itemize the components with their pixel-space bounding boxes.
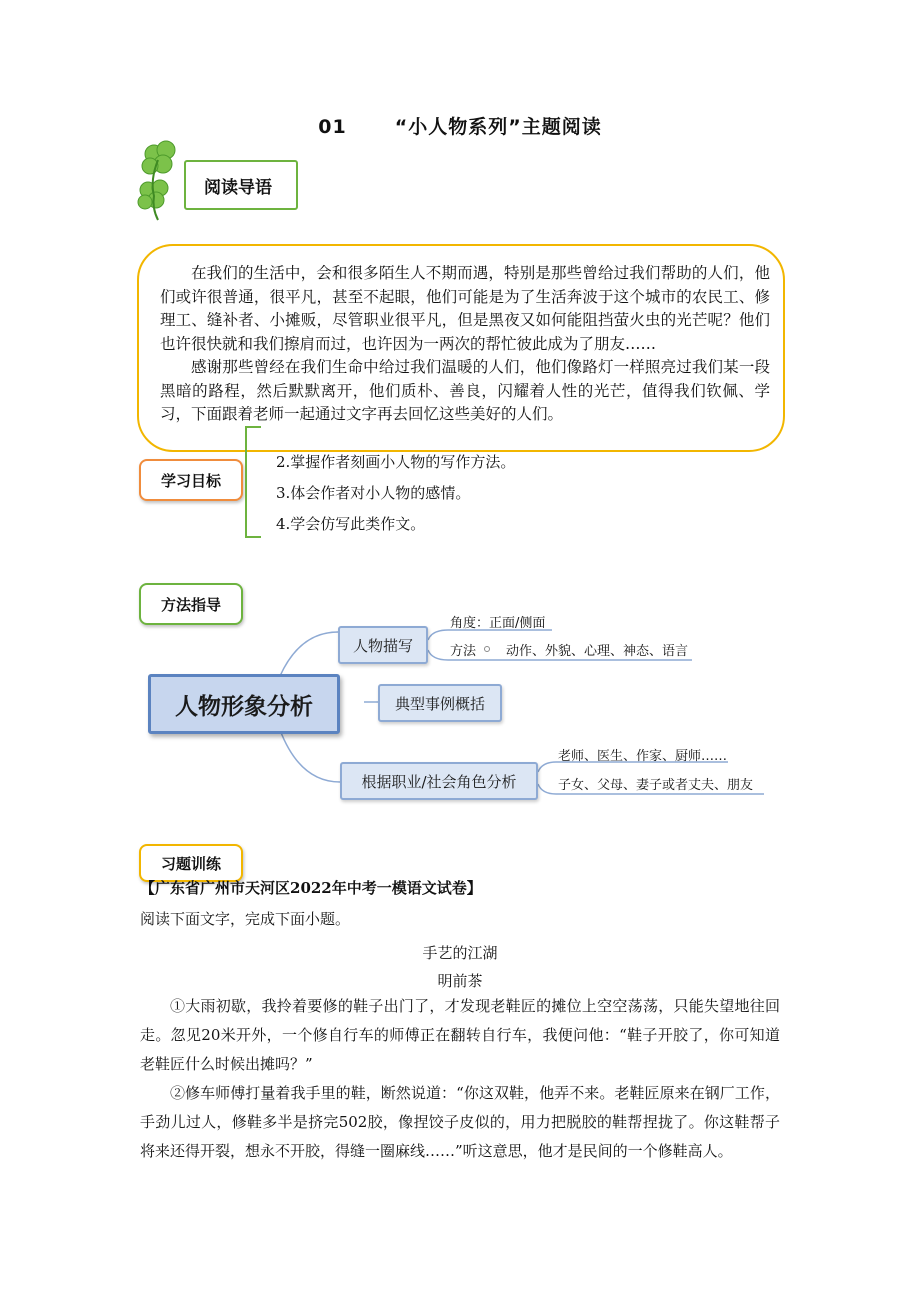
lesson-title: “小人物系列”主题阅读 — [394, 116, 602, 138]
passage-author: 明前茶 — [437, 972, 483, 990]
passage-body — [140, 992, 780, 1166]
exercise-source: 【广东省广州市天河区2022年中考一模语文试卷】 — [140, 879, 482, 897]
passage-paragraph-1: ①大雨初歇，我拎着要修的鞋子出门了，才发现老鞋匠的摊位上空空荡荡，只能失望地往回走。忽见20米开外，一个修自行车的师傅正在翻转自行车，我便问他：“鞋子开胶了，你可知道老鞋匠什么时候出摊吗？” — [140, 997, 780, 1073]
passage-title: 手艺的江湖 — [422, 944, 498, 962]
goal-item: 4.学会仿写此类作文。 — [276, 515, 426, 533]
mindmap-leaf-family-roles: 子女、父母、妻子或者丈夫、朋友 — [558, 778, 754, 793]
bullet-icon — [485, 647, 490, 652]
mindmap-leaf-method: 方法 — [450, 644, 477, 659]
exercise-instruction: 阅读下面文字，完成下面小题。 — [140, 910, 351, 928]
intro-paragraph-1: 在我们的生活中，会和很多陌生人不期而遇，特别是那些曾给过我们帮助的人们，他们或许很普通，很平凡，甚至不起眼，他们可能是为了生活奔波于这个城市的农民工、修理工、缝补者、小摊贩，尽管职业很平凡，但是黑夜又如何能阻挡萤火虫的光芒呢？他们也许很快就和我们擦肩而过，也许因为一两次的帮忙彼此成为了朋友…… — [160, 264, 770, 353]
mindmap-node-character-description: 人物描写 — [338, 626, 428, 664]
goal-item: 3.体会作者对小人物的感情。 — [276, 484, 471, 502]
passage-paragraph-2: ②修车师傅打量着我手里的鞋，断然说道：“你这双鞋，他弄不来。老鞋匠原来在钢厂工作，手劲儿过人，修鞋多半是挤完502胶，像捏饺子皮似的，用力把脱胶的鞋帮捏拢了。你这鞋帮子将来还得开裂，想永不开胶，得缝一圈麻线……”听这意思，他才是民间的一个修鞋高人。 — [140, 1084, 780, 1160]
mindmap-leaf-professions: 老师、医生、作家、厨师…… — [558, 749, 728, 764]
exercise-label: 习题训练 — [139, 844, 243, 882]
lesson-number: 01 — [318, 116, 347, 138]
mindmap-leaf-angle: 角度：正面/侧面 — [450, 616, 546, 631]
mindmap-root: 人物形象分析 — [148, 674, 340, 734]
goal-item: 2.掌握作者刻画小人物的写作方法。 — [276, 453, 516, 471]
reading-intro-label: 阅读导语 — [204, 178, 272, 198]
intro-paragraph-2: 感谢那些曾经在我们生命中给过我们温暖的人们，他们像路灯一样照亮过我们某一段黑暗的路程，然后默默离开，他们质朴、善良，闪耀着人性的光芒，值得我们钦佩、学习，下面跟着老师一起通过文字再去回忆这些美好的人们。 — [160, 358, 770, 423]
learning-goals-label: 学习目标 — [139, 459, 243, 501]
mindmap-node-typical-events: 典型事例概括 — [378, 684, 502, 722]
mindmap-leaf-method-items: 动作、外貌、心理、神态、语言 — [506, 644, 689, 659]
method-guide-label: 方法指导 — [139, 583, 243, 625]
mindmap-node-social-role: 根据职业/社会角色分析 — [340, 762, 538, 800]
